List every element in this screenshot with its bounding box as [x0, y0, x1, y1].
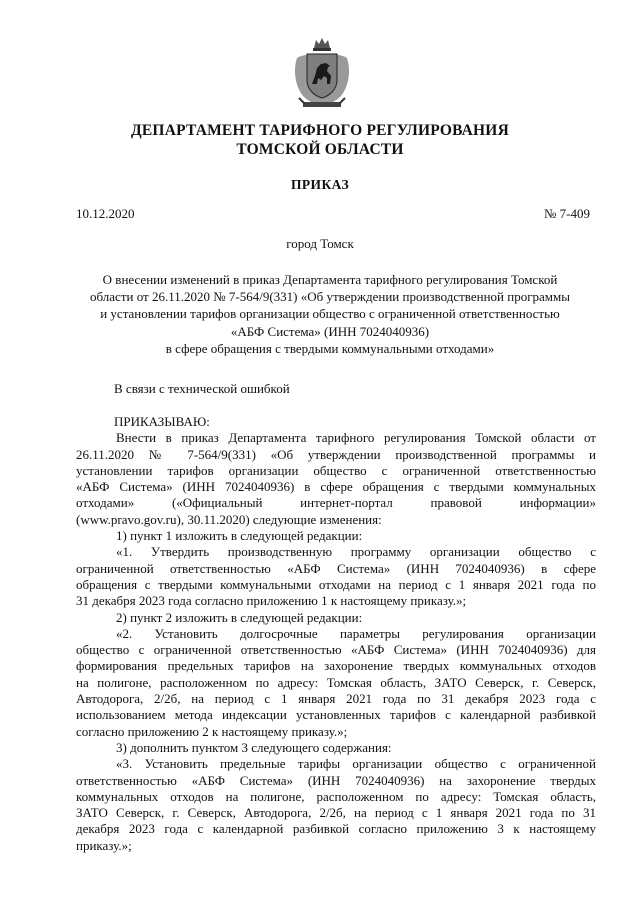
item1-line: «1. Утвердить производственную программу организации общество с — [116, 544, 596, 560]
item2-line: на полигоне, расположенном по адресу: Томская область, ЗАТО Северск, г. Северск, — [76, 674, 596, 690]
subject-line: О внесении изменений в приказ Департамента тарифного регулирования Томской — [102, 272, 558, 287]
document-subject — [70, 271, 590, 357]
order-body — [76, 414, 596, 854]
tomsk-oblast-coat-of-arms-icon — [291, 36, 353, 110]
document-city: город Томск — [286, 236, 354, 251]
department-name-line2: ТОМСКОЙ ОБЛАСТИ — [236, 141, 404, 158]
subject-line: «АБФ Система» (ИНН 7024040936) — [230, 323, 430, 339]
item1-heading: 1) пункт 1 изложить в следующей редакции: — [116, 528, 363, 544]
item1-line: 31 декабря 2023 года согласно приложению 1 к настоящему приказу.»; — [76, 593, 467, 609]
document-number: № 7-409 — [544, 206, 590, 221]
document-type-title: ПРИКАЗ — [291, 177, 349, 192]
item3-line: ЗАТО Северск, г. Северск, Автодорога, 2/2б, на период с 1 января 2021 года по 31 — [76, 805, 596, 821]
item3-line: коммунальных отходов на полигоне, расположенном по адресу: Томская область, — [76, 788, 596, 804]
department-name-line1: ДЕПАРТАМЕНТ ТАРИФНОГО РЕГУЛИРОВАНИЯ — [131, 122, 509, 139]
subject-line: и установлении тарифов организации общество с ограниченной ответственностью — [100, 306, 560, 322]
item2-line: согласно приложению 2 к настоящему приказу.»; — [76, 723, 348, 739]
item2-line: Автодорога, 2/2б, на период с 1 января 2021 года по 31 декабря 2023 года с — [76, 691, 596, 707]
subject-line: в сфере обращения с твердыми коммунальными отходами» — [165, 340, 495, 356]
reason-text — [76, 381, 596, 397]
intro-line: Внести в приказ Департамента тарифного регулирования Томской области от — [116, 430, 596, 446]
item2-line: общество с ограниченной ответственностью «АБФ Система» (ИНН 7024040936) для — [76, 642, 596, 658]
intro-line: «АБФ Система» (ИНН 7024040936) в сфере обращения с твердыми коммунальных — [76, 479, 596, 495]
item1-line: обращения с твердыми коммунальными отходами на период с 1 января 2021 года по — [76, 576, 596, 592]
item3-line: «3. Установить предельные тарифы организации общество с ограниченной — [116, 756, 596, 772]
item3-line: ответственностью «АБФ Система» (ИНН 7024040936) на захоронение твердых — [76, 772, 596, 788]
item3-line: декабря 2023 года с календарной разбивкой согласно приложению 3 к настоящему — [76, 821, 596, 837]
intro-line: (www.pravo.gov.ru), 30.11.2020) следующие изменения: — [76, 511, 382, 527]
intro-line: 26.11.2020 № 7-564/9(331) «Об утверждении производственной программы и — [76, 446, 596, 462]
item2-line: формирования предельных тарифов на захоронение твердых коммунальных отходов — [76, 658, 596, 674]
subject-line: области от 26.11.2020 № 7-564/9(331) «Об утверждении производственной программы — [90, 289, 570, 305]
order-word: ПРИКАЗЫВАЮ: — [114, 414, 210, 429]
item2-heading: 2) пункт 2 изложить в следующей редакции: — [116, 609, 363, 625]
intro-line: отходами» («Официальный интернет-портал правовой информации» — [76, 495, 596, 511]
item2-line: «2. Установить долгосрочные параметры регулирования организации — [116, 625, 596, 641]
item1-line: ограниченной ответственностью «АБФ Система» (ИНН 7024040936) в сфере — [76, 560, 596, 576]
reason-line: В связи с технической ошибкой — [114, 381, 290, 396]
intro-line: установлении тарифов организации общество с ограниченной ответственностью — [76, 462, 596, 478]
item3-line: приказу.»; — [76, 837, 132, 853]
item3-heading: 3) дополнить пунктом 3 следующего содержания: — [116, 739, 392, 755]
item2-line: использованием метода индексации установленных тарифов с календарной разбивкой — [76, 707, 596, 723]
document-date: 10.12.2020 — [76, 206, 135, 221]
